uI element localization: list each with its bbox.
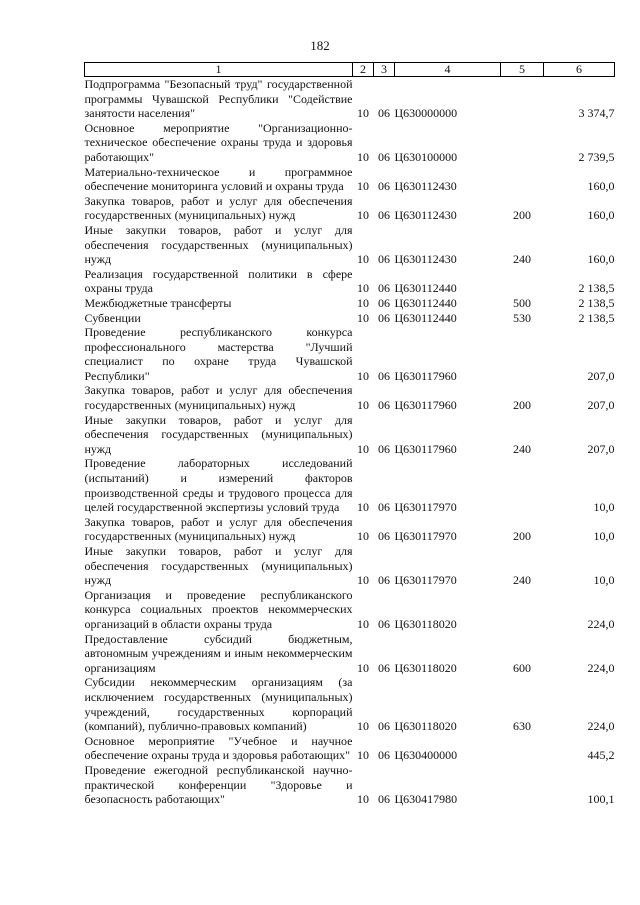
expense-type-code: 200 — [513, 398, 531, 413]
expense-type-code: 600 — [513, 660, 531, 675]
section-code: 10 — [357, 310, 369, 325]
section-code: 10 — [357, 295, 369, 310]
expense-type-code — [501, 267, 544, 296]
table-row — [85, 121, 615, 165]
table-row — [85, 77, 615, 121]
section-code: 10 — [357, 529, 369, 544]
item-name: Иные закупки товаров, работ и услуг для обеспечения государственных (муниципальных) нужд — [84, 544, 353, 588]
subsection-code: 06 — [378, 500, 390, 515]
section-code: 10 — [357, 660, 369, 675]
expense-type-code — [501, 77, 544, 121]
item-name: Иные закупки товаров, работ и услуг для обеспечения государственных (муниципальных) нужд — [84, 412, 353, 456]
amount: 2 739,5 — [578, 149, 615, 164]
item-name: Организация и проведение республиканского конкурса социальных проектов некоммерческих организаций в области охраны труда — [84, 587, 353, 631]
subsection-code: 06 — [378, 106, 390, 121]
amount: 3 374,7 — [578, 106, 615, 121]
section-code: 10 — [357, 573, 369, 588]
table-row — [85, 763, 615, 807]
table-row — [85, 267, 615, 296]
target-article-code: Ц630112440 — [394, 281, 457, 296]
item-name: Подпрограмма "Безопасный труд" государственной программы Чувашской Республики "Содействие занятости населения" — [84, 77, 353, 121]
subsection-code: 06 — [378, 441, 390, 456]
section-code: 10 — [357, 252, 369, 267]
amount: 10,0 — [593, 500, 615, 515]
section-code: 10 — [357, 441, 369, 456]
target-article-code: Ц630112430 — [394, 252, 457, 267]
table-header-row — [85, 63, 615, 77]
section-code: 10 — [357, 149, 369, 164]
amount: 10,0 — [593, 529, 615, 544]
subsection-code: 06 — [378, 616, 390, 631]
item-name: Иные закупки товаров, работ и услуг для обеспечения государственных (муниципальных) нужд — [84, 222, 353, 267]
target-article-code: Ц630117960 — [394, 441, 457, 456]
budget-table — [84, 62, 615, 807]
page-number: 182 — [310, 38, 330, 53]
table-row — [85, 165, 615, 194]
expense-type-code — [501, 734, 544, 763]
column-header-4: 4 — [395, 63, 501, 77]
amount: 224,0 — [587, 660, 615, 675]
expense-type-code: 240 — [513, 252, 531, 267]
target-article-code: Ц630117960 — [394, 368, 457, 383]
item-name: Субвенции — [84, 310, 141, 325]
table-row — [85, 383, 615, 412]
expense-type-code — [501, 588, 544, 632]
subsection-code: 06 — [378, 398, 390, 413]
expense-type-code — [501, 121, 544, 165]
target-article-code: Ц630118020 — [394, 719, 457, 734]
section-code: 10 — [357, 281, 369, 296]
expense-type-code — [501, 456, 544, 514]
target-article-code: Ц630118020 — [394, 660, 457, 675]
expense-type-code: 200 — [513, 208, 531, 223]
expense-type-code — [501, 165, 544, 194]
table-row — [85, 734, 615, 763]
subsection-code: 06 — [378, 295, 390, 310]
subsection-code: 06 — [378, 252, 390, 267]
expense-type-code: 240 — [513, 441, 531, 456]
target-article-code: Ц630417980 — [394, 792, 458, 807]
expense-type-code: 200 — [513, 529, 531, 544]
section-code: 10 — [357, 719, 369, 734]
target-article-code: Ц630117960 — [394, 398, 457, 413]
section-code: 10 — [357, 106, 369, 121]
subsection-code: 06 — [378, 179, 390, 194]
target-article-code: Ц630400000 — [394, 748, 458, 763]
section-code: 10 — [357, 500, 369, 515]
table-row — [85, 325, 615, 383]
column-header-2: 2 — [353, 63, 374, 77]
expense-type-code: 630 — [513, 719, 531, 734]
section-code: 10 — [357, 368, 369, 383]
section-code: 10 — [357, 748, 369, 763]
table-row — [85, 296, 615, 311]
item-name: Межбюджетные трансферты — [84, 295, 232, 310]
column-header-3: 3 — [374, 63, 395, 77]
target-article-code: Ц630112430 — [394, 179, 457, 194]
section-code: 10 — [357, 398, 369, 413]
column-header-5: 5 — [501, 63, 544, 77]
section-code: 10 — [357, 179, 369, 194]
item-name: Основное мероприятие "Учебное и научное обеспечение охраны труда и здоровья работающих" — [84, 733, 353, 763]
item-name: Предоставление субсидий бюджетным, автономным учреждениям и иным некоммерческим организациям — [84, 631, 353, 675]
subsection-code: 06 — [378, 310, 390, 325]
amount: 224,0 — [587, 616, 615, 631]
amount: 2 138,5 — [578, 295, 615, 310]
table-row — [85, 311, 615, 326]
amount: 100,1 — [587, 792, 615, 807]
amount: 445,2 — [587, 748, 615, 763]
amount: 224,0 — [587, 719, 615, 734]
amount: 207,0 — [587, 368, 615, 383]
subsection-code: 06 — [378, 660, 390, 675]
subsection-code: 06 — [378, 573, 390, 588]
target-article-code: Ц630117970 — [394, 500, 457, 515]
subsection-code: 06 — [378, 208, 390, 223]
subsection-code: 06 — [378, 529, 390, 544]
amount: 207,0 — [587, 441, 615, 456]
target-article-code: Ц630000000 — [394, 106, 458, 121]
section-code: 10 — [357, 208, 369, 223]
target-article-code: Ц630112440 — [394, 310, 457, 325]
item-name: Проведение ежегодной республиканской научно-практической конференции "Здоровье и безопасность работающих" — [84, 762, 353, 807]
amount: 160,0 — [587, 252, 615, 267]
table-row — [85, 632, 615, 676]
subsection-code: 06 — [378, 281, 390, 296]
item-name: Материально-техническое и программное обеспечение мониторинга условий и охраны труда — [84, 164, 353, 194]
table-row — [85, 675, 615, 733]
item-name: Основное мероприятие "Организационно-техническое обеспечение охраны труда и здоровья работающих" — [84, 120, 353, 164]
amount: 160,0 — [587, 208, 615, 223]
target-article-code: Ц630100000 — [394, 149, 458, 164]
amount: 2 138,5 — [578, 310, 615, 325]
column-header-6: 6 — [544, 63, 615, 77]
item-name: Закупка товаров, работ и услуг для обеспечения государственных (муниципальных) нужд — [84, 383, 353, 413]
section-code: 10 — [357, 792, 369, 807]
table-row — [85, 194, 615, 223]
amount: 207,0 — [587, 398, 615, 413]
item-name: Проведение республиканского конкурса профессионального мастерства "Лучший специалист по охране труда Чувашской Республики" — [84, 325, 353, 383]
column-header-1: 1 — [85, 63, 353, 77]
item-name: Проведение лабораторных исследований (испытаний) и измерений факторов производственной среды и трудового процесса для целей государственной экспертизы условий труда — [84, 456, 353, 515]
table-row — [85, 544, 615, 588]
amount: 160,0 — [587, 179, 615, 194]
subsection-code: 06 — [378, 368, 390, 383]
amount: 10,0 — [593, 573, 615, 588]
target-article-code: Ц630112440 — [394, 295, 457, 310]
subsection-code: 06 — [378, 719, 390, 734]
target-article-code: Ц630118020 — [394, 616, 457, 631]
expense-type-code: 240 — [513, 573, 531, 588]
subsection-code: 06 — [378, 748, 390, 763]
table-row — [85, 588, 615, 632]
item-name: Реализация государственной политики в сфере охраны труда — [84, 266, 353, 296]
item-name: Закупка товаров, работ и услуг для обеспечения государственных (муниципальных) нужд — [84, 514, 353, 544]
table-row — [85, 413, 615, 457]
table-row — [85, 515, 615, 544]
item-name: Субсидии некоммерческим организациям (за исключением государственных (муниципальных) учреждений, государственных корпораций (компаний), публично-правовых компаний) — [84, 675, 353, 734]
amount: 2 138,5 — [578, 281, 615, 296]
subsection-code: 06 — [378, 149, 390, 164]
target-article-code: Ц630117970 — [394, 529, 457, 544]
subsection-code: 06 — [378, 792, 390, 807]
target-article-code: Ц630112430 — [394, 208, 457, 223]
expense-type-code — [501, 763, 544, 807]
table-row — [85, 223, 615, 267]
expense-type-code — [501, 325, 544, 383]
expense-type-code: 530 — [513, 310, 531, 325]
target-article-code: Ц630117970 — [394, 573, 457, 588]
expense-type-code: 500 — [513, 295, 531, 310]
table-row — [85, 456, 615, 514]
section-code: 10 — [357, 616, 369, 631]
item-name: Закупка товаров, работ и услуг для обеспечения государственных (муниципальных) нужд — [84, 193, 353, 223]
